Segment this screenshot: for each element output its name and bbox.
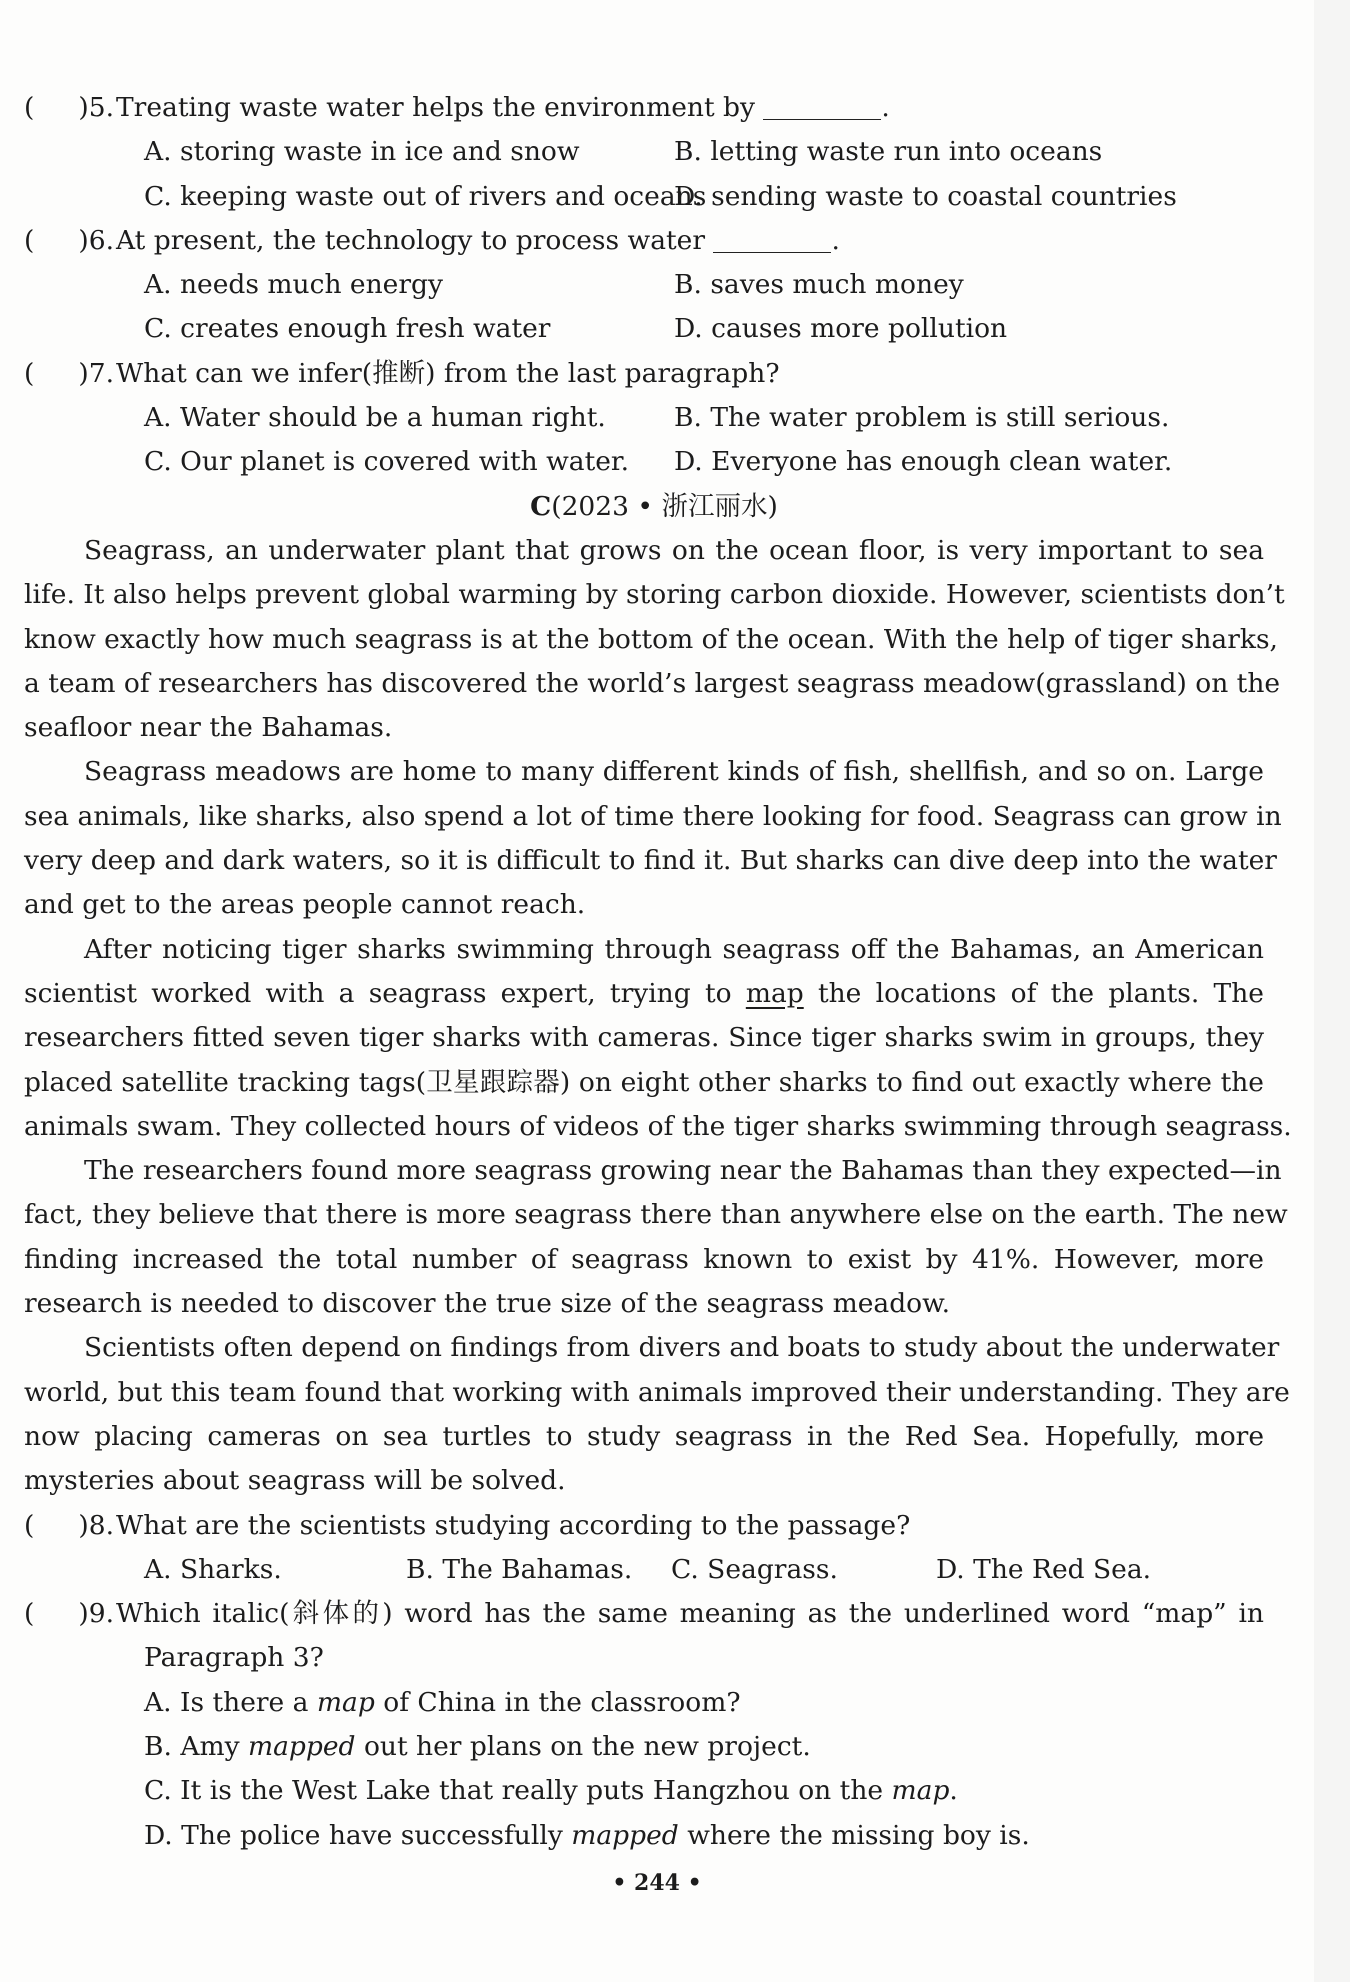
option-d[interactable]: D. The Red Sea. [936, 1553, 1152, 1585]
paragraph-line: finding increased the total number of seagrass known to exist by 41%. However, more [24, 1243, 1264, 1275]
option-a[interactable]: A. Is there a map of China in the classroom? [144, 1686, 741, 1718]
question-text: What are the scientists studying according to the passage? [116, 1509, 911, 1541]
question-6 [24, 219, 1264, 263]
paragraph-line: very deep and dark waters, so it is difficult to find it. But sharks can dive deep into the water [24, 845, 1277, 877]
answer-blank [713, 222, 831, 253]
italic-word: map [891, 1775, 950, 1807]
answer-bracket[interactable]: ( [24, 357, 35, 389]
question-number: )9. [78, 1598, 114, 1630]
underlined-word: map [745, 977, 804, 1009]
answer-bracket[interactable]: ( [24, 1509, 35, 1541]
page-number: • 244 • [612, 1870, 702, 1896]
paragraph-line: Scientists often depend on findings from divers and boats to study about the underwater [84, 1332, 1280, 1364]
question-text-continued: Paragraph 3? [144, 1642, 324, 1674]
passage-paragraph-4 [24, 1149, 1288, 1326]
option-a[interactable]: A. needs much energy [144, 269, 443, 301]
paragraph-line: The researchers found more seagrass growing near the Bahamas than they expected—in [84, 1155, 1282, 1187]
option-b[interactable]: B. The Bahamas. [406, 1553, 633, 1585]
paragraph-line: animals swam. They collected hours of videos of the tiger sharks swimming through seagrass. [24, 1110, 1292, 1142]
option-c[interactable]: C. creates enough fresh water [144, 313, 551, 345]
question-9 [24, 1592, 1264, 1636]
italic-word: mapped [248, 1730, 356, 1762]
paragraph-line: Seagrass meadows are home to many different kinds of fish, shellfish, and so on. Large [84, 756, 1264, 788]
options-row [24, 1548, 1264, 1592]
paragraph-line: Seagrass, an underwater plant that grows on the ocean floor, is very important to sea [84, 534, 1264, 566]
paragraph-line: fact, they believe that there is more seagrass there than anywhere else on the earth. The new [24, 1199, 1288, 1231]
option-d[interactable]: D. The police have successfully mapped where the missing boy is. [144, 1819, 1030, 1851]
paragraph-line: world, but this team found that working with animals improved their understanding. They are [24, 1376, 1290, 1408]
option-d[interactable]: D. causes more pollution [674, 313, 1008, 345]
question-text: At present, the technology to process water . [114, 219, 840, 263]
paragraph-line: and get to the areas people cannot reach. [24, 889, 586, 921]
option-b[interactable]: B. Amy mapped out her plans on the new project. [144, 1730, 811, 1762]
answer-blank [763, 89, 881, 120]
paragraph-line: a team of researchers has discovered the world’s largest seagrass meadow(grassland) on the [24, 667, 1281, 699]
option-a[interactable]: A. storing waste in ice and snow [144, 136, 580, 168]
answer-bracket[interactable]: ( [24, 92, 35, 123]
passage-paragraph-3 [24, 928, 1292, 1149]
paragraph-line: know exactly how much seagrass is at the bottom of the ocean. With the help of tiger sharks, [24, 623, 1278, 655]
options-row [24, 263, 1264, 307]
question-5 [24, 86, 1264, 130]
answer-bracket[interactable]: ( [24, 224, 35, 256]
paragraph-line: mysteries about seagrass will be solved. [24, 1465, 566, 1497]
option-c[interactable]: C. keeping waste out of rivers and oceans [144, 180, 707, 212]
question-text: Treating waste water helps the environment by . [114, 86, 890, 130]
italic-word: map [316, 1686, 375, 1718]
question-text: What can we infer(推断) from the last paragraph? [116, 357, 780, 389]
options-row [24, 396, 1264, 440]
passage-paragraph-5 [24, 1326, 1290, 1503]
option-c[interactable]: C. Our planet is covered with water. [144, 446, 630, 478]
option-b[interactable]: B. saves much money [674, 269, 964, 301]
question-text: Which italic(斜体的) word has the same meaning as the underlined word “map” in [116, 1598, 1264, 1630]
options-row [24, 175, 1264, 219]
question-number: )7. [78, 357, 114, 389]
options-row [24, 130, 1264, 174]
option-a[interactable]: A. Sharks. [144, 1553, 282, 1585]
question-number: )6. [78, 224, 114, 256]
option-a[interactable]: A. Water should be a human right. [144, 402, 606, 434]
option-b[interactable]: B. The water problem is still serious. [674, 402, 1170, 434]
option-c[interactable]: C. It is the West Lake that really puts Hangzhou on the map. [144, 1775, 958, 1807]
option-d[interactable]: D. sending waste to coastal countries [674, 180, 1177, 212]
passage-paragraph-2 [24, 750, 1282, 927]
option-d[interactable]: D. Everyone has enough clean water. [674, 446, 1173, 478]
paragraph-line: researchers fitted seven tiger sharks with cameras. Since tiger sharks swim in groups, they [24, 1022, 1264, 1054]
question-number: )8. [78, 1509, 114, 1541]
paragraph-line: life. It also helps prevent global warming by storing carbon dioxide. However, scientists don’t [24, 579, 1285, 611]
section-heading [24, 485, 1264, 529]
paragraph-line: scientist worked with a seagrass expert, trying to map the locations of the plants. The [24, 977, 1264, 1009]
question-8 [24, 1504, 1264, 1548]
passage-paragraph-1 [24, 529, 1285, 750]
paragraph-line: now placing cameras on sea turtles to study seagrass in the Red Sea. Hopefully, more [24, 1420, 1264, 1452]
section-source: (2023 • 浙江丽水) [551, 490, 778, 522]
options-row [24, 440, 1264, 484]
italic-word: mapped [571, 1819, 679, 1851]
paragraph-line: sea animals, like sharks, also spend a lot of time there looking for food. Seagrass can grow in [24, 800, 1282, 832]
option-b[interactable]: B. letting waste run into oceans [674, 136, 1103, 168]
section-letter: C [530, 490, 552, 522]
paragraph-line: placed satellite tracking tags(卫星跟踪器) on eight other sharks to find out exactly where the [24, 1066, 1264, 1098]
option-c[interactable]: C. Seagrass. [671, 1553, 838, 1585]
paragraph-line: After noticing tiger sharks swimming through seagrass off the Bahamas, an American [84, 933, 1264, 965]
question-7 [24, 352, 1264, 396]
question-number: )5. [78, 92, 114, 123]
answer-bracket[interactable]: ( [24, 1598, 35, 1630]
paragraph-line: research is needed to discover the true size of the seagrass meadow. [24, 1288, 951, 1320]
options-row [24, 307, 1264, 351]
paragraph-line: seafloor near the Bahamas. [24, 712, 393, 744]
